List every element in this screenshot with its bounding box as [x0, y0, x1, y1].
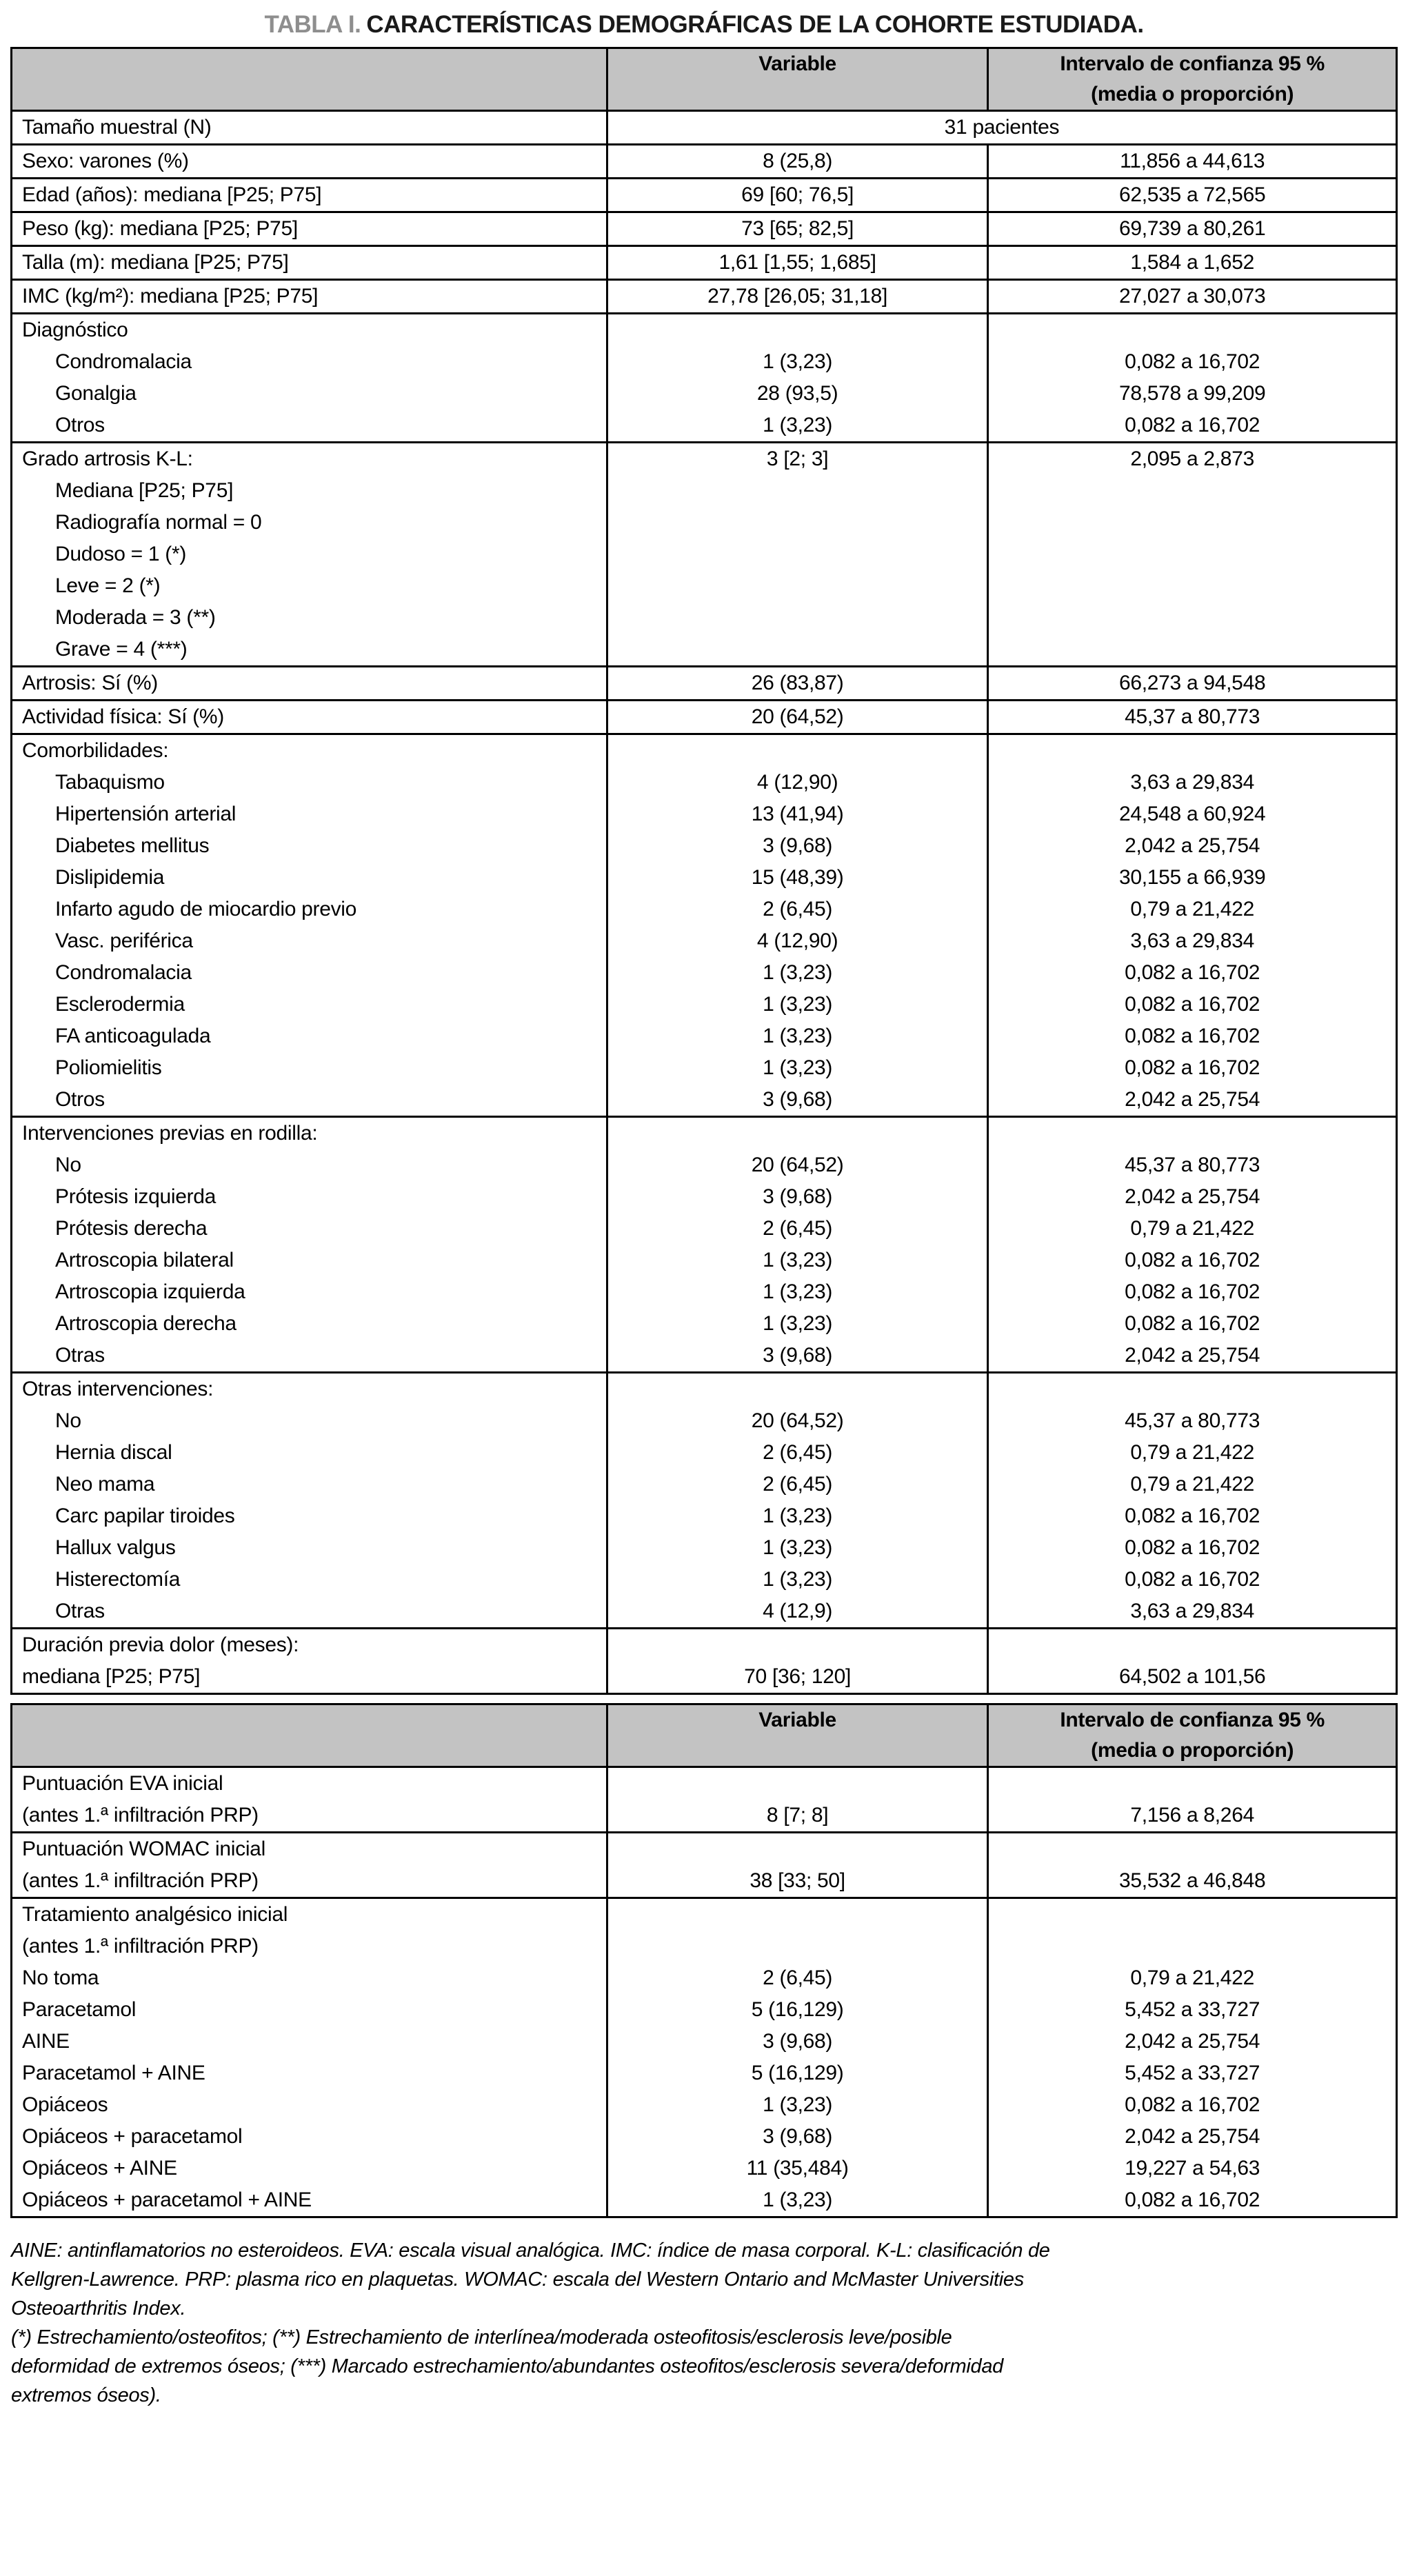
row-label: Vasc. periférica [55, 929, 193, 952]
variable-value [608, 735, 987, 767]
row-label: Intervenciones previas en rodilla: [22, 1122, 318, 1145]
table-row [12, 1117, 1397, 1373]
variable-value: 1 (3,23) [763, 1312, 833, 1335]
header-confidence-interval [988, 1704, 1397, 1767]
variable-value: 4 (12,9) [763, 1600, 833, 1622]
variable-value-cell [607, 1767, 987, 1833]
row-label: No toma [22, 1966, 99, 1989]
footnote-line: AINE: antinflamatorios no esteroideos. EVA: escala visual analógica. IMC: índice de masa corporal. K-L: clasificación de [11, 2240, 1050, 2262]
ci-value-cell [988, 1898, 1397, 2217]
row-label-cell [12, 145, 607, 179]
variable-value: 69 [60; 76,5] [741, 183, 854, 206]
table-row [12, 1373, 1397, 1629]
tables-container [10, 47, 1398, 2218]
ci-value: 19,227 a 54,63 [1125, 2157, 1260, 2180]
ci-value: 0,082 a 16,702 [1125, 350, 1260, 373]
ci-value: 35,532 a 46,848 [1118, 1869, 1266, 1892]
variable-value [608, 314, 987, 346]
header-row [12, 1704, 1397, 1767]
row-label: No [55, 1154, 81, 1176]
row-label: Leve = 2 (*) [55, 574, 161, 597]
ci-value-cell [988, 701, 1397, 734]
variable-value: 28 (93,5) [756, 382, 838, 405]
variable-value-cell [607, 443, 987, 667]
table-row [12, 111, 1397, 145]
ci-value: 5,452 a 33,727 [1125, 1998, 1260, 2021]
row-label: Sexo: varones (%) [22, 150, 189, 172]
ci-value: 2,042 a 25,754 [1125, 1185, 1260, 1208]
footnote-line: Kellgren-Lawrence. PRP: plasma rico en plaquetas. WOMAC: escala del Western Ontario and McMaster Universities [11, 2268, 1024, 2291]
ci-value: 11,856 a 44,613 [1120, 150, 1265, 172]
ci-value-cell [988, 1629, 1397, 1694]
variable-value: 70 [36; 120] [744, 1665, 852, 1688]
variable-value-cell [607, 246, 987, 280]
row-label: Condromalacia [55, 961, 192, 984]
row-label: Grave = 4 (***) [55, 638, 188, 661]
row-label-cell [12, 111, 607, 145]
table-row [12, 145, 1397, 179]
footnote-paragraph [11, 2323, 1397, 2410]
row-label: Duración previa dolor (meses): [22, 1633, 299, 1656]
variable-value: 20 (64,52) [751, 705, 844, 728]
footnote-line: (*) Estrechamiento/osteofitos; (**) Estrechamiento de interlínea/moderada osteofitosis/esclerosis leve/posible [11, 2326, 952, 2348]
ci-value [989, 1931, 1396, 1962]
header-empty-cell [12, 1704, 607, 1767]
variable-value: 1 (3,23) [763, 961, 833, 984]
variable-value [608, 1931, 987, 1962]
variable-value: 1 (3,23) [763, 414, 833, 436]
variable-value-cell [607, 1373, 987, 1629]
variable-value [608, 634, 987, 665]
table-row [12, 734, 1397, 1117]
variable-value: 2 (6,45) [763, 1441, 833, 1464]
ci-value [989, 507, 1396, 539]
row-label-cell [12, 1833, 607, 1898]
row-label: Artrosis: Sí (%) [22, 672, 158, 694]
row-label: Puntuación EVA inicial [22, 1772, 223, 1795]
ci-value: 30,155 a 66,939 [1118, 866, 1266, 889]
row-label: AINE [22, 2030, 70, 2053]
ci-value: 3,63 a 29,834 [1130, 1600, 1254, 1622]
variable-value-cell [607, 179, 987, 212]
row-label: Paracetamol [22, 1998, 137, 2021]
ci-value: 2,042 a 25,754 [1125, 834, 1260, 857]
row-label: Dudoso = 1 (*) [55, 543, 187, 565]
ci-value: 0,082 a 16,702 [1125, 1280, 1260, 1303]
variable-value: 13 (41,94) [751, 803, 844, 825]
row-label: Paracetamol + AINE [22, 2062, 205, 2084]
row-label-cell [12, 1373, 607, 1629]
row-label: (antes 1.ª infiltración PRP) [22, 1804, 259, 1827]
ci-value [989, 1118, 1396, 1149]
row-label: Artroscopia izquierda [55, 1280, 245, 1303]
variable-value [608, 602, 987, 634]
variable-value [608, 1118, 987, 1149]
row-label-cell [12, 1629, 607, 1694]
header-variable: Variable [607, 48, 987, 111]
row-label: Tabaquismo [55, 771, 165, 794]
ci-value-cell [988, 314, 1397, 443]
row-label: Condromalacia [55, 350, 192, 373]
variable-value: 27,78 [26,05; 31,18] [707, 285, 888, 308]
variable-value: 3 (9,68) [763, 834, 833, 857]
variable-value: 1,61 [1,55; 1,685] [718, 251, 876, 274]
ci-value-cell [988, 443, 1397, 667]
row-label: FA anticoagulada [55, 1025, 211, 1047]
variable-value: 4 (12,90) [756, 929, 838, 952]
table-row [12, 280, 1397, 314]
row-label: Infarto agudo de miocardio previo [55, 898, 357, 920]
variable-value: 26 (83,87) [751, 672, 844, 694]
variable-value-cell [607, 1117, 987, 1373]
row-label: Hipertensión arterial [55, 803, 237, 825]
variable-value-cell [607, 1629, 987, 1694]
ci-value: 45,37 a 80,773 [1125, 1409, 1260, 1432]
ci-value: 45,37 a 80,773 [1125, 1154, 1260, 1176]
variable-value: 1 (3,23) [763, 1025, 833, 1047]
variable-value [608, 539, 987, 570]
variable-value-cell [607, 280, 987, 314]
row-label: Artroscopia bilateral [55, 1249, 234, 1271]
variable-value [608, 570, 987, 602]
row-label-cell [12, 280, 607, 314]
row-label: Opiáceos + paracetamol [22, 2125, 243, 2148]
ci-value: 45,37 a 80,773 [1125, 705, 1260, 728]
ci-value: 24,548 a 60,924 [1118, 803, 1266, 825]
variable-value: 5 (16,129) [751, 1998, 844, 2021]
row-label: Grado artrosis K-L: [22, 447, 193, 470]
variable-value: 15 (48,39) [751, 866, 844, 889]
ci-value-cell [988, 246, 1397, 280]
header-ci-line1: Intervalo de confianza 95 % [1060, 1709, 1325, 1731]
row-label: Puntuación WOMAC inicial [22, 1838, 265, 1860]
ci-value: 0,082 a 16,702 [1125, 1505, 1260, 1527]
row-label: Diagnóstico [22, 319, 128, 341]
row-label: Actividad física: Sí (%) [22, 705, 224, 728]
variable-value: 3 [2; 3] [766, 447, 829, 470]
ci-value [989, 602, 1396, 634]
ci-value: 0,082 a 16,702 [1125, 1568, 1260, 1591]
ci-value-cell [988, 667, 1397, 701]
footnote-line: Osteoarthritis Index. [11, 2297, 186, 2320]
row-label: Histerectomía [55, 1568, 181, 1591]
table-row [12, 314, 1397, 443]
ci-value: 2,042 a 25,754 [1125, 1344, 1260, 1367]
ci-value-cell [988, 1833, 1397, 1898]
variable-value: 1 (3,23) [763, 993, 833, 1016]
row-label-cell [12, 701, 607, 734]
ci-value: 69,739 a 80,261 [1118, 217, 1266, 240]
ci-value: 0,082 a 16,702 [1125, 414, 1260, 436]
row-label: IMC (kg/m²): mediana [P25; P75] [22, 285, 319, 308]
footnote-paragraph [11, 2236, 1397, 2323]
demographics-table-2 [10, 1703, 1398, 2218]
row-label: Otras intervenciones: [22, 1378, 214, 1400]
row-label: Opiáceos [22, 2093, 108, 2116]
ci-value-cell [988, 145, 1397, 179]
variable-value [608, 1899, 987, 1931]
ci-value-cell [988, 734, 1397, 1117]
variable-value [608, 1373, 987, 1405]
variable-value-cell [607, 1833, 987, 1898]
ci-value-cell [988, 280, 1397, 314]
row-label: Tamaño muestral (N) [22, 116, 212, 139]
variable-value [608, 1768, 987, 1800]
row-label: Otros [55, 414, 105, 436]
variable-value [608, 475, 987, 507]
ci-value-cell [988, 1117, 1397, 1373]
ci-value: 27,027 a 30,073 [1118, 285, 1266, 308]
span-value: 31 pacientes [944, 116, 1060, 139]
ci-value-cell [988, 1767, 1397, 1833]
header-ci-line1: Intervalo de confianza 95 % [1060, 52, 1325, 75]
row-label: Poliomielitis [55, 1056, 162, 1079]
footnote-line: extremos óseos). [11, 2384, 161, 2406]
variable-value: 1 (3,23) [763, 1536, 833, 1559]
variable-value [608, 1833, 987, 1865]
ci-value-cell [988, 1373, 1397, 1629]
row-label: Tratamiento analgésico inicial [22, 1903, 288, 1926]
ci-value: 0,082 a 16,702 [1125, 2188, 1260, 2211]
row-label: Opiáceos + AINE [22, 2157, 177, 2180]
ci-value: 2,095 a 2,873 [1130, 447, 1254, 470]
ci-value: 62,535 a 72,565 [1118, 183, 1266, 206]
row-label: Prótesis izquierda [55, 1185, 217, 1208]
row-label-cell [12, 314, 607, 443]
row-label: Artroscopia derecha [55, 1312, 237, 1335]
row-label: Diabetes mellitus [55, 834, 210, 857]
variable-value-cell [607, 667, 987, 701]
table-row [12, 443, 1397, 667]
row-label: Neo mama [55, 1473, 155, 1496]
variable-value: 5 (16,129) [751, 2062, 844, 2084]
row-label: Edad (años): mediana [P25; P75] [22, 183, 322, 206]
ci-value [989, 735, 1396, 767]
ci-value: 0,082 a 16,702 [1125, 1536, 1260, 1559]
ci-value: 0,79 a 21,422 [1130, 1473, 1254, 1496]
ci-value: 1,584 a 1,652 [1130, 251, 1254, 274]
ci-value [989, 1833, 1396, 1865]
ci-value [989, 634, 1396, 665]
row-label: Otras [55, 1600, 105, 1622]
table-row [12, 1833, 1397, 1898]
demographics-table-1 [10, 47, 1398, 1695]
table-row [12, 701, 1397, 734]
row-label: Hernia discal [55, 1441, 172, 1464]
row-label: Hallux valgus [55, 1536, 176, 1559]
variable-value-cell [607, 1898, 987, 2217]
variable-value: 3 (9,68) [763, 2030, 833, 2053]
variable-value: 1 (3,23) [763, 1280, 833, 1303]
ci-value [989, 570, 1396, 602]
ci-value: 0,082 a 16,702 [1125, 993, 1260, 1016]
row-label: Comorbilidades: [22, 739, 169, 762]
variable-value-cell [607, 212, 987, 246]
row-label-cell [12, 734, 607, 1117]
variable-value: 3 (9,68) [763, 1344, 833, 1367]
variable-value: 1 (3,23) [763, 1249, 833, 1271]
variable-value: 2 (6,45) [763, 1966, 833, 1989]
table-row [12, 179, 1397, 212]
row-label: Prótesis derecha [55, 1217, 208, 1240]
table-row [12, 246, 1397, 280]
row-label-cell [12, 1898, 607, 2217]
variable-value: 8 [7; 8] [766, 1804, 829, 1827]
row-label: Esclerodermia [55, 993, 185, 1016]
variable-value: 2 (6,45) [763, 1473, 833, 1496]
table-row [12, 212, 1397, 246]
ci-value: 66,273 a 94,548 [1118, 672, 1266, 694]
row-label-cell [12, 179, 607, 212]
ci-value [989, 1899, 1396, 1931]
variable-value: 1 (3,23) [763, 1505, 833, 1527]
row-label-cell [12, 212, 607, 246]
ci-value: 0,082 a 16,702 [1125, 1056, 1260, 1079]
table-title-number: TABLA I. [264, 11, 361, 38]
ci-value [989, 1629, 1396, 1661]
variable-value: 1 (3,23) [763, 2188, 833, 2211]
ci-value: 7,156 a 8,264 [1130, 1804, 1254, 1827]
row-label: Gonalgia [55, 382, 137, 405]
row-label: Opiáceos + paracetamol + AINE [22, 2188, 312, 2211]
ci-value-cell [988, 179, 1397, 212]
variable-value-cell [607, 145, 987, 179]
row-label: (antes 1.ª infiltración PRP) [22, 1869, 259, 1892]
row-label: Radiografía normal = 0 [55, 511, 262, 534]
variable-value: 1 (3,23) [763, 350, 833, 373]
row-label-cell [12, 667, 607, 701]
variable-value: 3 (9,68) [763, 1185, 833, 1208]
variable-value: 4 (12,90) [756, 771, 838, 794]
header-confidence-interval [988, 48, 1397, 111]
table-title [0, 0, 1408, 47]
variable-value: 2 (6,45) [763, 1217, 833, 1240]
span-value-cell [607, 111, 1396, 145]
ci-value: 0,79 a 21,422 [1130, 1217, 1254, 1240]
ci-value: 0,082 a 16,702 [1125, 2093, 1260, 2116]
row-label: Dislipidemia [55, 866, 165, 889]
ci-value: 0,082 a 16,702 [1125, 1025, 1260, 1047]
ci-value [989, 475, 1396, 507]
variable-value: 38 [33; 50] [750, 1869, 845, 1892]
row-label-cell [12, 1767, 607, 1833]
variable-value-cell [607, 734, 987, 1117]
ci-value [989, 314, 1396, 346]
variable-value-cell [607, 314, 987, 443]
ci-value: 2,042 a 25,754 [1125, 1088, 1260, 1111]
header-variable: Variable [607, 1704, 987, 1767]
ci-value: 78,578 a 99,209 [1118, 382, 1266, 405]
row-label: Moderada = 3 (**) [55, 606, 216, 629]
table-row [12, 667, 1397, 701]
row-label: Talla (m): mediana [P25; P75] [22, 251, 289, 274]
footnote-line: deformidad de extremos óseos; (***) Marcado estrechamiento/abundantes osteofitos/esclerosis severa/deformidad [11, 2355, 1004, 2377]
table-row [12, 1767, 1397, 1833]
variable-value-cell [607, 701, 987, 734]
header-ci-line2: (media o proporción) [1091, 83, 1294, 105]
ci-value: 3,63 a 29,834 [1130, 929, 1254, 952]
row-label: Otras [55, 1344, 105, 1367]
variable-value: 2 (6,45) [763, 898, 833, 920]
ci-value: 5,452 a 33,727 [1125, 2062, 1260, 2084]
variable-value [608, 1629, 987, 1661]
ci-value-cell [988, 212, 1397, 246]
row-label: Mediana [P25; P75] [55, 479, 234, 502]
variable-value: 1 (3,23) [763, 1056, 833, 1079]
row-label-cell [12, 1117, 607, 1373]
row-label: Otros [55, 1088, 105, 1111]
header-ci-line2: (media o proporción) [1091, 1739, 1294, 1762]
table-row [12, 1898, 1397, 2217]
footnotes [0, 2226, 1408, 2410]
variable-value: 8 (25,8) [763, 150, 833, 172]
row-label-cell [12, 246, 607, 280]
table-row [12, 1629, 1397, 1694]
ci-value: 0,082 a 16,702 [1125, 1312, 1260, 1335]
row-label: (antes 1.ª infiltración PRP) [22, 1935, 259, 1958]
row-label: Peso (kg): mediana [P25; P75] [22, 217, 298, 240]
ci-value: 0,79 a 21,422 [1130, 898, 1254, 920]
table-title-text: CARACTERÍSTICAS DEMOGRÁFICAS DE LA COHORTE ESTUDIADA. [366, 11, 1144, 38]
ci-value: 0,082 a 16,702 [1125, 961, 1260, 984]
variable-value: 3 (9,68) [763, 1088, 833, 1111]
variable-value: 11 (35,484) [746, 2157, 849, 2180]
variable-value: 1 (3,23) [763, 2093, 833, 2116]
ci-value [989, 1373, 1396, 1405]
header-row [12, 48, 1397, 111]
variable-value: 3 (9,68) [763, 2125, 833, 2148]
variable-value: 73 [65; 82,5] [741, 217, 854, 240]
ci-value: 2,042 a 25,754 [1125, 2030, 1260, 2053]
ci-value: 0,082 a 16,702 [1125, 1249, 1260, 1271]
ci-value: 64,502 a 101,56 [1118, 1665, 1266, 1688]
ci-value [989, 1768, 1396, 1800]
ci-value: 0,79 a 21,422 [1130, 1441, 1254, 1464]
ci-value: 3,63 a 29,834 [1130, 771, 1254, 794]
ci-value [989, 539, 1396, 570]
row-label: mediana [P25; P75] [22, 1665, 201, 1688]
variable-value [608, 507, 987, 539]
variable-value: 20 (64,52) [751, 1409, 844, 1432]
variable-value: 1 (3,23) [763, 1568, 833, 1591]
row-label: No [55, 1409, 81, 1432]
ci-value: 2,042 a 25,754 [1125, 2125, 1260, 2148]
header-empty-cell [12, 48, 607, 111]
row-label-cell [12, 443, 607, 667]
variable-value: 20 (64,52) [751, 1154, 844, 1176]
row-label: Carc papilar tiroides [55, 1505, 235, 1527]
ci-value: 0,79 a 21,422 [1130, 1966, 1254, 1989]
